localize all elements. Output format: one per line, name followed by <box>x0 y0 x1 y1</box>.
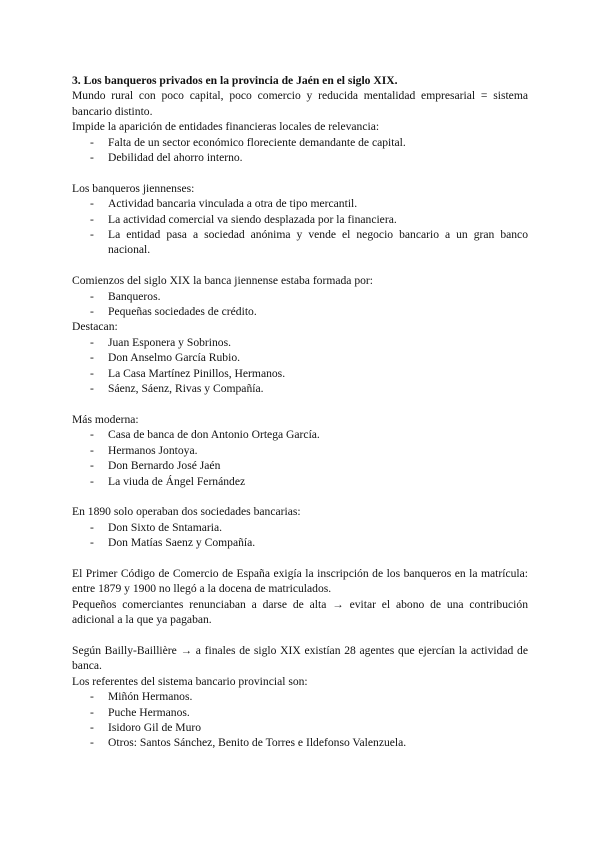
list-item: - Sáenz, Sáenz, Rivas y Compañía. <box>72 381 528 396</box>
list-item: - Don Anselmo García Rubio. <box>72 350 528 365</box>
moderna-label: Más moderna: <box>72 412 139 426</box>
list-item: - La entidad pasa a sociedad anónima y vende el negocio bancario a un gran banco nacional. <box>72 227 528 258</box>
spacer <box>72 165 528 180</box>
spacer <box>72 551 528 566</box>
spacer <box>72 489 528 504</box>
list-item: - Hermanos Jontoya. <box>72 443 528 458</box>
list-item: - Don Matías Saenz y Compañía. <box>72 535 528 550</box>
document-body <box>72 73 528 751</box>
list-item: - Don Bernardo José Jaén <box>72 458 528 473</box>
spacer <box>72 258 528 273</box>
list-item: - La viuda de Ángel Fernández <box>72 474 528 489</box>
impide-list <box>72 135 528 166</box>
destacan-list <box>72 335 528 397</box>
p1890-label: En 1890 solo operaban dos sociedades bancarias: <box>72 505 301 519</box>
impide-paragraph: Impide la aparición de entidades financieras locales de relevancia: <box>72 120 380 134</box>
referentes-list <box>72 689 528 751</box>
list-item: - Puche Hermanos. <box>72 705 528 720</box>
list-item: - La Casa Martínez Pinillos, Hermanos. <box>72 366 528 381</box>
jiennenses-list <box>72 196 528 258</box>
list-item: - Otros: Santos Sánchez, Benito de Torres e Ildefonso Valenzuela. <box>72 735 528 750</box>
intro-paragraph: Mundo rural con poco capital, poco comercio y reducida mentalidad empresarial = sistema bancario distinto. <box>72 89 528 118</box>
list-1890 <box>72 520 528 551</box>
list-item: - Juan Esponera y Sobrinos. <box>72 335 528 350</box>
list-item: - Miñón Hermanos. <box>72 689 528 704</box>
codigo-paragraph: El Primer Código de Comercio de España exigía la inscripción de los banqueros en la matrícula: entre 1879 y 1900 no llegó a la docena de matriculados. <box>72 566 528 596</box>
spacer <box>72 628 528 643</box>
list-item: - Casa de banca de don Antonio Ortega García. <box>72 427 528 442</box>
comienzos-label: Comienzos del siglo XIX la banca jiennense estaba formada por: <box>72 274 374 288</box>
destacan-label: Destacan: <box>72 320 118 334</box>
bailly-paragraph: Según Bailly-Baillière → a finales de siglo XIX existían 28 agentes que ejercían la actividad de banca. <box>72 643 528 673</box>
list-item: - Banqueros. <box>72 289 528 304</box>
list-item: - Pequeñas sociedades de crédito. <box>72 304 528 319</box>
referentes-label: Los referentes del sistema bancario provincial son: <box>72 674 308 688</box>
moderna-list <box>72 427 528 489</box>
list-item: - La actividad comercial va siendo desplazada por la financiera. <box>72 212 528 227</box>
list-item: - Don Sixto de Sntamaria. <box>72 520 528 535</box>
comienzos-list <box>72 289 528 320</box>
list-item: - Falta de un sector económico floreciente demandante de capital. <box>72 135 528 150</box>
pequenos-paragraph: Pequeños comerciantes renunciaban a darse de alta → evitar el abono de una contribución adicional a la que ya pagaban. <box>72 597 528 627</box>
list-item: - Actividad bancaria vinculada a otra de tipo mercantil. <box>72 196 528 211</box>
section-heading: 3. Los banqueros privados en la provincia de Jaén en el siglo XIX. <box>72 74 398 87</box>
spacer <box>72 397 528 412</box>
list-item: - Debilidad del ahorro interno. <box>72 150 528 165</box>
list-item: - Isidoro Gil de Muro <box>72 720 528 735</box>
jiennenses-label: Los banqueros jiennenses: <box>72 181 195 195</box>
